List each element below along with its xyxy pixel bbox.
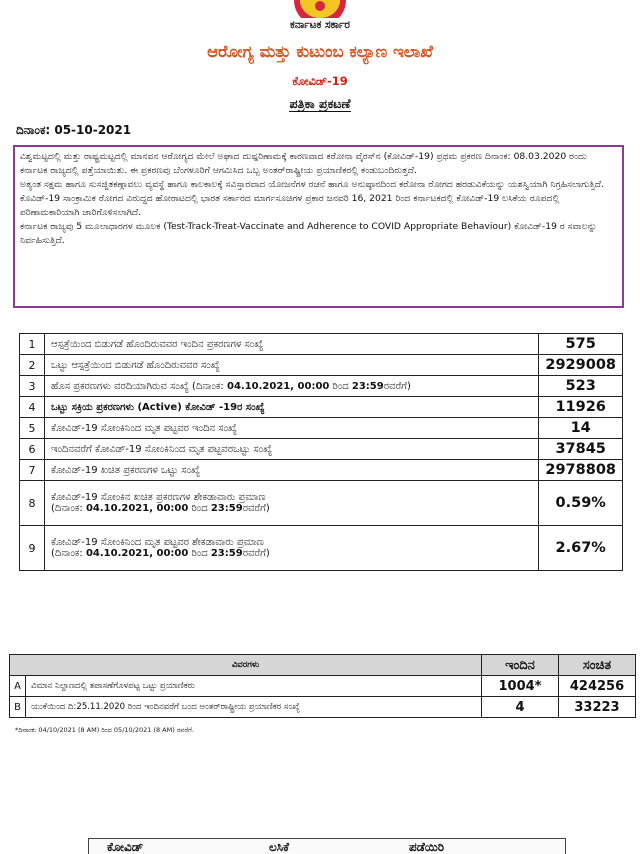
row-number: 9 [20, 526, 45, 571]
intro-paragraph: ವಿಶ್ವಮಟ್ಟದಲ್ಲಿ ಮತ್ತು ರಾಷ್ಟ್ರಮಟ್ಟದಲ್ಲಿ ಮಾನವನ ಆರೋಗ್ಯದ ಮೇಲೆ ಅಘಾದ ದುಷ್ಪರಿಣಾಮಕ್ಕೆ ಕಾರಣವಾದ ಕರೋನಾ ವೈರಸ್‌ನ (ಕೋವಿಡ್-19) ಪ್ರಥಮ ಪ್ರಕರಣ ದಿನಾಂಕ: 08.03.2020 ರಂದು ಕರ್ನಾಟಕ ರಾಜ್ಯದಲ್ಲಿ ಪತ್ತೆಯಾಯಿತು. ಈ ಪ್ರಕರಣವು ಬೆಂಗಳೂರಿಗೆ ಆಗಮಿಸಿದ ಒಬ್ಬ ಅಂತರ್‌ರಾಷ್ಟ್ರೀಯ ಪ್ರಯಾಣಿಕರಲ್ಲಿ ಕಂಡುಬಂದಿರುತ್ತದೆ. [20, 151, 587, 176]
row-label [45, 481, 539, 526]
karnataka-emblem-logo [290, 0, 350, 18]
intro-paragraph: ಕರ್ನಾಟಕ ರಾಜ್ಯವು 5 ಮೂಲಾಧಾರಗಳ ಮೂಲಕ (Test-Track-Treat-Vaccinate and Adherence to COVID Appropriate Behaviour) ಕೋವಿಡ್-19 ರ ಸವಾಲನ್ನು ನಿರ್ವಹಿಸುತ್ತಿದೆ. [20, 221, 597, 246]
department-title: ಆರೋಗ್ಯ ಮತ್ತು ಕುಟುಂಬ ಕಲ್ಯಾಣ ಇಲಾಖೆ [207, 42, 433, 61]
row-value: 37845 [539, 439, 623, 460]
table-row [20, 397, 623, 418]
label-text: ರವರೆಗೆ) [242, 548, 270, 559]
table-row [10, 697, 636, 718]
label-text: ರಿಂದ [329, 380, 352, 392]
banner-word: ಪಡೆಯಿರಿ [409, 840, 445, 854]
table-row [10, 676, 636, 697]
header-cumulative: ಸಂಚಿತ [559, 655, 636, 676]
row-label: ವಿಮಾನ ನಿಲ್ದಾಣದಲ್ಲಿ ತಪಾಸಣೆಗೊಳಪಟ್ಟ ಒಟ್ಟು ಪ್ರಯಾಣಿಕರು [26, 676, 482, 697]
row-label [45, 526, 539, 571]
row-cumulative-value: 33223 [559, 697, 636, 718]
row-letter: B [10, 697, 26, 718]
table-row [20, 418, 623, 439]
row-value: 2.67% [539, 526, 623, 571]
label-text: ರಿಂದ [188, 548, 211, 559]
table-row [20, 376, 623, 397]
row-value: 14 [539, 418, 623, 439]
table-row [20, 439, 623, 460]
subject-heading: ಕೋವಿಡ್-19 [292, 74, 348, 88]
date-from: 04.10.2021, 00:00 [85, 548, 189, 559]
row-number: 5 [20, 418, 45, 439]
label-text: ರಿಂದ [188, 503, 211, 514]
bottom-banner-strip [88, 838, 566, 854]
date-from: 04.10.2021, 00:00 [85, 503, 189, 514]
date-to: 23:59 [210, 548, 243, 559]
press-release-label: ಪತ್ರಿಕಾ ಪ್ರಕಟಣೆ [289, 96, 351, 111]
row-value: 2929008 [539, 355, 623, 376]
row-value: 523 [539, 376, 623, 397]
row-label [45, 376, 539, 397]
row-value: 2978808 [539, 460, 623, 481]
row-label: ಕೋವಿಡ್-19 ಸೋಂಕಿನಿಂದ ಮೃತ ಪಟ್ಟವರ ಇಂದಿನ ಸಂಖ್ಯೆ [45, 418, 539, 439]
row-label: ಕೋವಿಡ್-19 ಖಚಿತ ಪ್ರಕರಣಗಳ ಒಟ್ಟು ಸಂಖ್ಯೆ [45, 460, 539, 481]
banner-word: ಕೋವಿಡ್ [107, 840, 144, 854]
press-release-heading [0, 96, 640, 112]
row-value: 0.59% [539, 481, 623, 526]
row-number: 8 [20, 481, 45, 526]
header-details: ವಿವರಗಳು [10, 655, 482, 676]
table-row [20, 334, 623, 355]
label-text: (ದಿನಾಂಕ: [51, 548, 86, 559]
row-label: ಇಂದಿನವರೆಗೆ ಕೋವಿಡ್-19 ಸೋಂಕಿನಿಂದ ಮೃತ ಪಟ್ಟವರಒಟ್ಟು ಸಂಖ್ಯೆ [45, 439, 539, 460]
label-text: ಕೋವಿಡ್-19 ಸೋಂಕಿನಿಂದ ಮೃತ ಪಟ್ಟವರ ಶೇಕಡಾವಾರು ಪ್ರಮಾಣ [51, 537, 264, 548]
row-number: 6 [20, 439, 45, 460]
table-row [20, 481, 623, 526]
intro-box [13, 145, 624, 308]
release-date: ದಿನಾಂಕ: 05-10-2021 [16, 123, 132, 137]
intro-paragraph: ಅತ್ಯಂತ ಸಕ್ಷಮ ಹಾಗೂ ಸುಸಜ್ಜಿತಕಣ್ಗಾವಲು ವ್ಯವಸ್ಥೆ ಹಾಗೂ ಕಾಲಕಾಲಕ್ಕೆ ಸವಿಸ್ತಾರವಾದ ಯೋಜನೆಗಳ ರಚನೆ ಹಾಗೂ ಅನುಷ್ಠಾನದಿಂದ ಕರೋನಾ ರೋಗದ ಹರಡುವಿಕೆಯನ್ನು ಯಶಸ್ವಿಯಾಗಿ ನಿಗ್ರಹಿಸಲಾಗುತ್ತಿದೆ. [20, 179, 604, 190]
row-number: 7 [20, 460, 45, 481]
row-today-value: 1004* [482, 676, 559, 697]
table-header-row [10, 655, 636, 676]
date-range [51, 548, 532, 559]
row-today-value: 4 [482, 697, 559, 718]
label-text: ರವರೆಗೆ) [242, 503, 270, 514]
row-label: ಆಸ್ಪತ್ರೆಯಿಂದ ಬಿಡುಗಡೆ ಹೊಂದಿರುವವರ ಇಂದಿನ ಪ್ರಕರಣಗಳ ಸಂಖ್ಯೆ [45, 334, 539, 355]
government-name: ಕರ್ನಾಟಕ ಸರ್ಕಾರ [290, 19, 350, 31]
table-row [20, 355, 623, 376]
label-text: (ದಿನಾಂಕ: [51, 503, 86, 514]
row-value: 575 [539, 334, 623, 355]
row-number: 4 [20, 397, 45, 418]
airport-arrivals-table [9, 654, 636, 718]
covid-stats-table [19, 333, 623, 571]
row-number: 3 [20, 376, 45, 397]
date-to: 23:59 [210, 503, 243, 514]
footnote: *ದಿನಾಂಕ: 04/10/2021 (8 AM) ರಿಂದ 05/10/2021 (8 AM) ರವರೆಗೆ. [15, 726, 194, 734]
date-to: 23:59 [351, 380, 384, 392]
row-cumulative-value: 424256 [559, 676, 636, 697]
label-text: ಕೋವಿಡ್-19 ಸೋಂಕಿನ ಖಚಿತ ಪ್ರಕರಣಗಳ ಶೇಕಡಾವಾರು ಪ್ರಮಾಣ [51, 492, 266, 503]
row-label: ಒಟ್ಟು ಆಸ್ಪತ್ರೆಯಿಂದ ಬಿಡುಗಡೆ ಹೊಂದಿರುವವರ ಸಂಖ್ಯೆ [45, 355, 539, 376]
header-today: ಇಂದಿನ [482, 655, 559, 676]
label-text: ಹೊಸ ಪ್ರಕರಣಗಳು ವರದಿಯಾಗಿರುವ ಸಂಖ್ಯೆ (ದಿನಾಂಕ: [51, 380, 227, 392]
row-label: ಯುಕೆಯಿಂದ ದಿ:25.11.2020 ರಿಂದ ಇಂದಿನವರೆಗೆ ಬಂದ ಅಂತರ್‌ರಾಷ್ಟ್ರೀಯ ಪ್ರಯಾಣಿಕರ ಸಂಖ್ಯೆ [26, 697, 482, 718]
table-row [20, 460, 623, 481]
intro-paragraph: ಕೊವಿಡ್-19 ಸಾಂಕ್ರಾಮಿಕ ರೋಗದ ವಿರುದ್ಧದ ಹೋರಾಟದಲ್ಲಿ ಭಾರತ ಸರ್ಕಾರದ ಮಾರ್ಗಸೂಚಿಗಳ ಪ್ರಕಾರ ಜನವರಿ 16, 2021 ರಿಂದ ಕರ್ನಾಟಕದಲ್ಲಿ ಕೋವಿಡ್-19 ಲಸಿಕೆಯ ರೂಪದಲ್ಲಿ ಪರಿಣಾಮಕಾರಿಯಾಗಿ ಜಾರಿಗೊಳಿಸಲಾಗಿದೆ. [20, 193, 560, 218]
row-letter: A [10, 676, 26, 697]
date-from: 04.10.2021, 00:00 [226, 380, 330, 392]
row-number: 2 [20, 355, 45, 376]
row-value: 11926 [539, 397, 623, 418]
table-row [20, 526, 623, 571]
banner-word: ಲಸಿಕೆ [269, 840, 290, 854]
row-label: ಒಟ್ಟು ಸಕ್ರಿಯ ಪ್ರಕರಣಗಳು (Active) ಕೋವಿಡ್ -19ರ ಸಂಖ್ಯೆ [45, 397, 539, 418]
label-text: ರವರೆಗೆ) [383, 380, 411, 392]
date-range [51, 503, 532, 514]
row-number: 1 [20, 334, 45, 355]
